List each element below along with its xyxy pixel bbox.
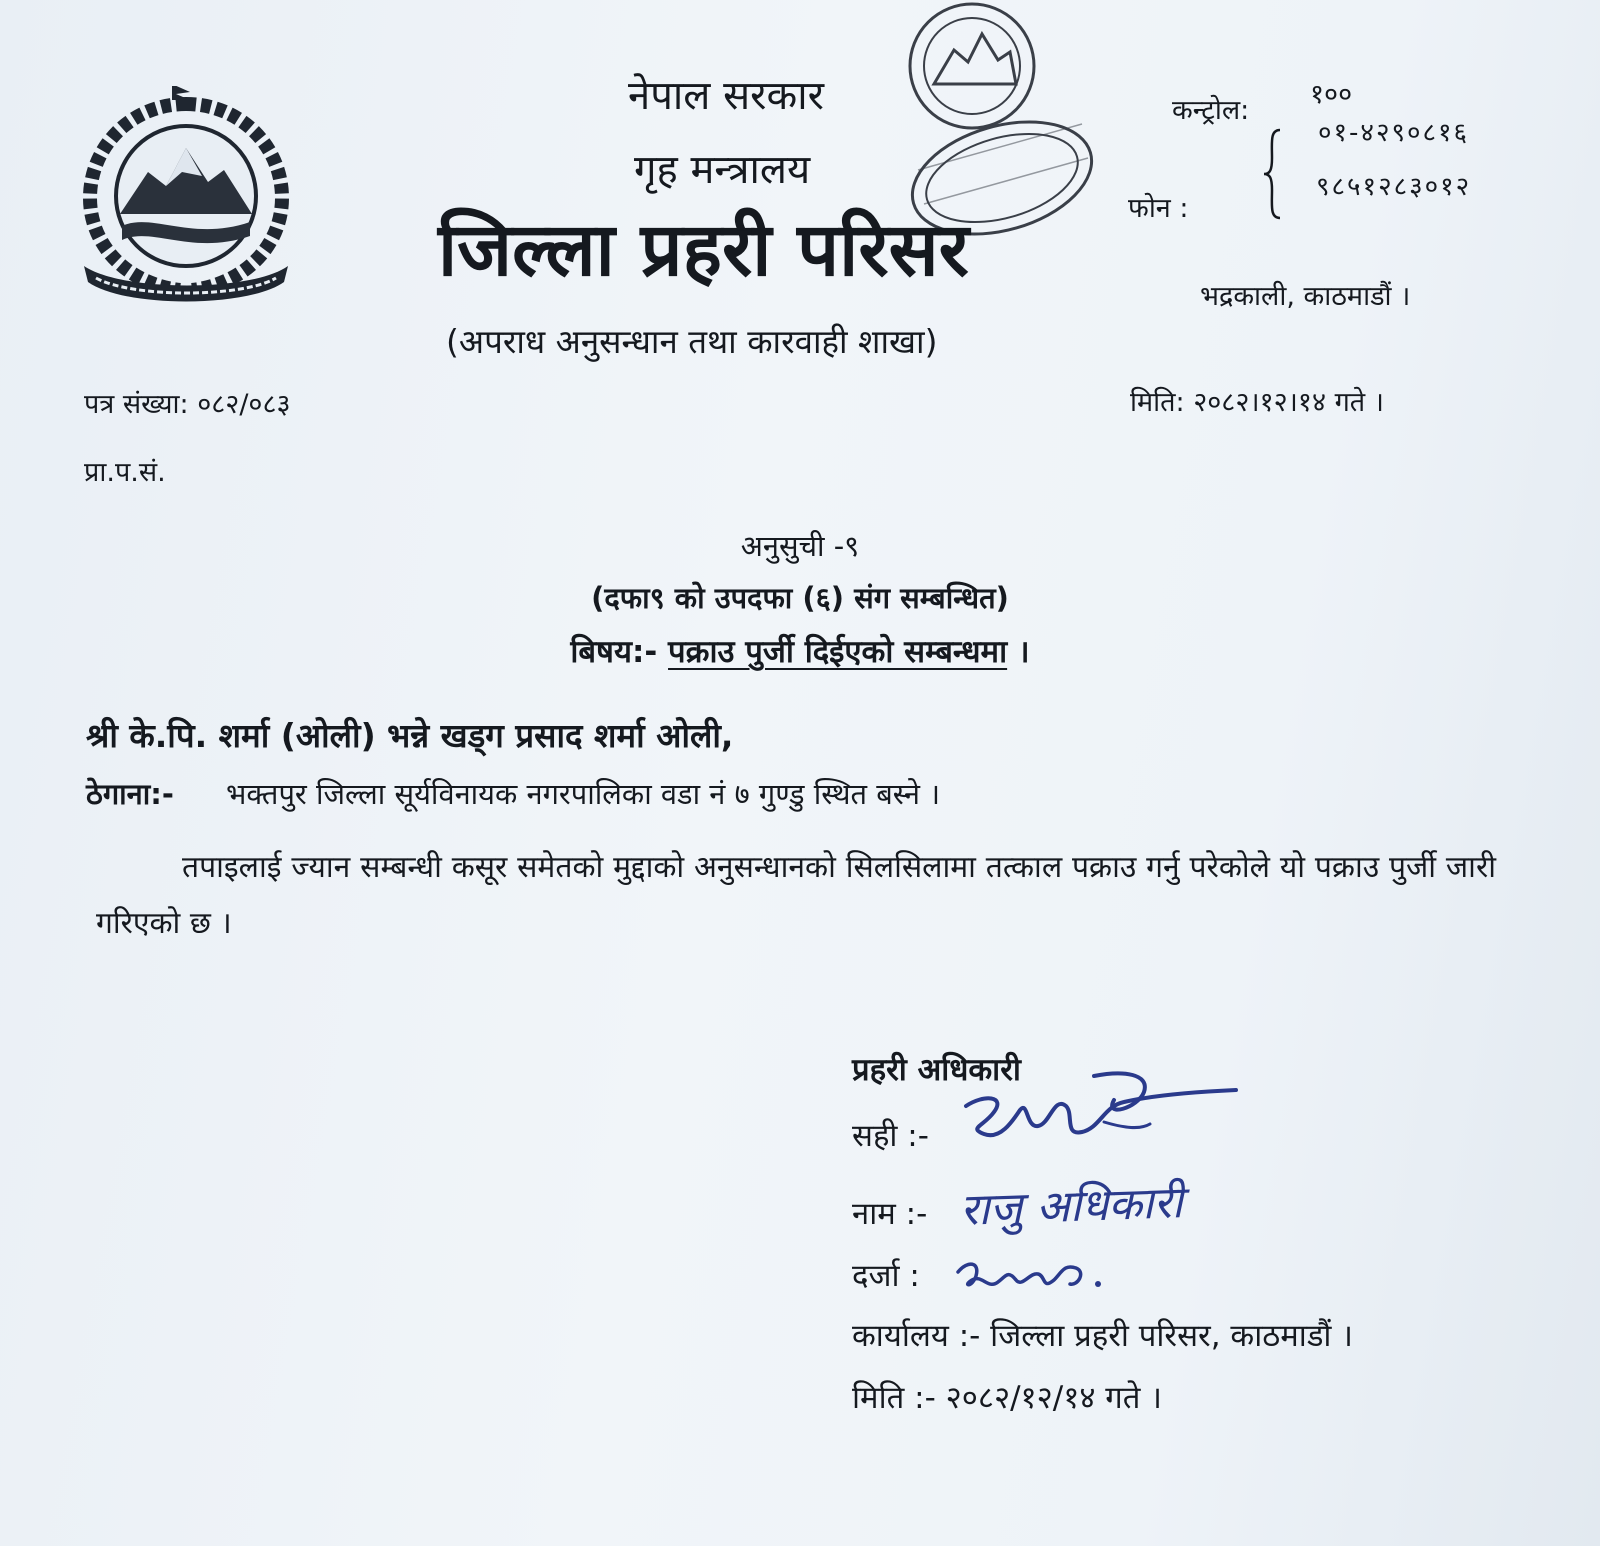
brace-icon bbox=[1262, 128, 1282, 220]
letter-date: मिति: २०८२।१२।१४ गते । bbox=[1130, 387, 1384, 418]
subject-line bbox=[0, 630, 1600, 672]
office-location: भद्रकाली, काठमाडौं । bbox=[1200, 281, 1411, 312]
recipient-address: भक्तपुर जिल्ला सूर्यविनायक नगरपालिका वडा नं ७ गुण्डु स्थित बस्ने । bbox=[226, 777, 941, 811]
ministry-name: गृह मन्त्रालय bbox=[634, 147, 811, 193]
section-reference: (दफा९ को उपदफा (६) संग सम्बन्धित) bbox=[591, 581, 1009, 615]
letter-number: पत्र संख्या: ०८२/०८३ bbox=[84, 389, 291, 420]
handwritten-signature bbox=[954, 1066, 1254, 1162]
office-title: जिल्ला प्रहरी परिसर bbox=[438, 207, 969, 293]
handwritten-rank bbox=[952, 1250, 1132, 1300]
signature-label: सही :- bbox=[852, 1118, 929, 1154]
dispatch-number: प्रा.प.सं. bbox=[84, 457, 166, 488]
control-number: १०० bbox=[1310, 79, 1353, 110]
control-label: कन्ट्रोल: bbox=[1172, 95, 1250, 126]
name-label: नाम :- bbox=[852, 1196, 928, 1232]
subject-end: । bbox=[1007, 634, 1030, 670]
schedule-heading: अनुसुची -९ bbox=[740, 529, 860, 563]
phone-number-1: ०१-४२९०८१६ bbox=[1318, 118, 1470, 148]
nepal-emblem-logo bbox=[62, 86, 310, 312]
branch-name: (अपराध अनुसन्धान तथा कारवाही शाखा) bbox=[446, 322, 938, 361]
address-label: ठेगाना:- bbox=[86, 777, 174, 811]
subject-label: बिषय:- bbox=[570, 634, 658, 670]
subject-text: पक्राउ पुर्जी दिईएको सम्बन्धमा bbox=[668, 634, 1008, 670]
phone-label: फोन : bbox=[1128, 193, 1189, 224]
government-name: नेपाल सरकार bbox=[628, 73, 824, 119]
office-line: कार्यालय :- जिल्ला प्रहरी परिसर, काठमाडौं । bbox=[852, 1318, 1354, 1354]
recipient-name: श्री के.पि. शर्मा (ओली) भन्ने खड्ग प्रसाद शर्मा ओली, bbox=[86, 716, 734, 755]
phone-number-2: ९८५१२८३०१२ bbox=[1316, 172, 1472, 202]
signature-date: मिति :- २०८२/१२/१४ गते । bbox=[852, 1380, 1163, 1416]
rank-label: दर्जा : bbox=[852, 1258, 920, 1294]
body-paragraph: तपाइलाई ज्यान सम्बन्धी कसूर समेतको मुद्दाको अनुसन्धानको सिलसिलामा तत्काल पक्राउ गर्नु परेकोले यो पक्राउ पुर्जी जारी गरिएको छ । bbox=[96, 850, 1496, 941]
officer-title: प्रहरी अधिकारी bbox=[852, 1052, 1021, 1088]
officer-name-handwritten: राजु अधिकारी bbox=[959, 1177, 1184, 1236]
